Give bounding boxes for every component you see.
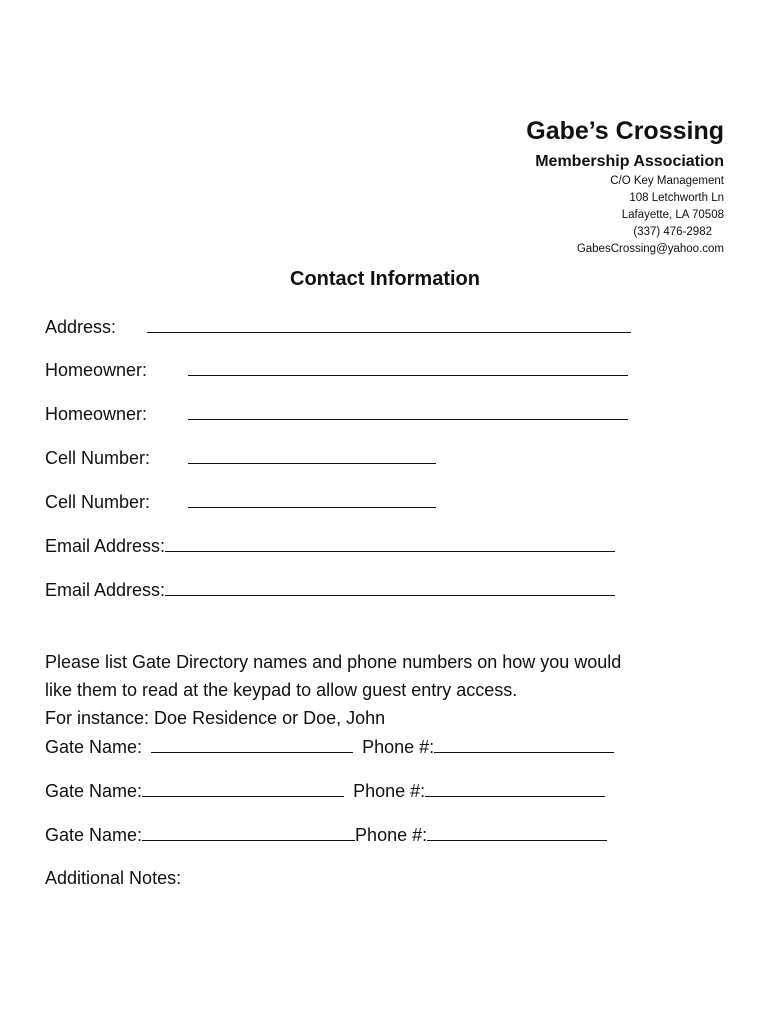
cell-number-1-row: [45, 445, 436, 470]
instructions-line-3: For instance: Doe Residence or Doe, John: [45, 708, 386, 728]
gate-name-label-1: Gate Name:: [45, 737, 143, 757]
email-line: GabesCrossing@yahoo.com: [576, 243, 724, 255]
cell-number-1-label: Cell Number:: [45, 448, 151, 468]
gate-entry-row-1: [45, 734, 614, 759]
organization-title: Gabe’s Crossing: [526, 117, 724, 145]
gate-entry-row-3: [45, 822, 607, 847]
email-1-label: Email Address:: [45, 536, 166, 556]
email-1-row: [45, 533, 615, 558]
email-2-row: [45, 577, 615, 602]
gate-entry-row-2: [45, 778, 605, 803]
phone-blank-1[interactable]: [434, 734, 614, 753]
phone-label-2: Phone #:: [353, 781, 426, 801]
homeowner-2-blank[interactable]: [188, 401, 628, 420]
phone-line: (337) 476-2982: [633, 226, 712, 238]
address-blank[interactable]: [147, 314, 631, 333]
gate-name-label-2: Gate Name:: [45, 781, 143, 801]
cell-number-2-blank[interactable]: [188, 489, 436, 508]
address-label: Address:: [45, 317, 117, 337]
additional-notes-label: Additional Notes:: [45, 868, 182, 888]
organization-header: [526, 115, 724, 258]
email-1-blank[interactable]: [165, 533, 615, 552]
gate-name-blank-2[interactable]: [142, 778, 344, 797]
form-title: Contact Information: [290, 268, 480, 290]
homeowner-2-row: [45, 401, 628, 426]
address-row: [45, 314, 631, 339]
phone-blank-3[interactable]: [427, 822, 607, 841]
phone-label-3: Phone #:: [355, 825, 428, 845]
homeowner-1-label: Homeowner:: [45, 360, 148, 380]
gate-name-blank-3[interactable]: [142, 822, 355, 841]
phone-blank-2[interactable]: [425, 778, 605, 797]
cell-number-2-row: [45, 489, 436, 514]
phone-label-1: Phone #:: [362, 737, 435, 757]
street-line: 108 Letchworth Ln: [629, 192, 724, 204]
gate-name-blank-1[interactable]: [151, 734, 353, 753]
care-of-line: C/O Key Management: [610, 175, 724, 187]
homeowner-1-blank[interactable]: [188, 357, 628, 376]
homeowner-1-row: [45, 357, 628, 382]
city-line: Lafayette, LA 70508: [621, 209, 724, 221]
gate-directory-instructions: [45, 648, 725, 732]
email-2-blank[interactable]: [165, 577, 615, 596]
organization-subtitle: Membership Association: [535, 153, 724, 170]
gate-name-label-3: Gate Name:: [45, 825, 143, 845]
instructions-line-2: like them to read at the keypad to allow guest entry access.: [45, 680, 518, 700]
cell-number-2-label: Cell Number:: [45, 492, 151, 512]
email-2-label: Email Address:: [45, 580, 166, 600]
cell-number-1-blank[interactable]: [188, 445, 436, 464]
instructions-line-1: Please list Gate Directory names and phone numbers on how you would: [45, 652, 622, 672]
homeowner-2-label: Homeowner:: [45, 404, 148, 424]
